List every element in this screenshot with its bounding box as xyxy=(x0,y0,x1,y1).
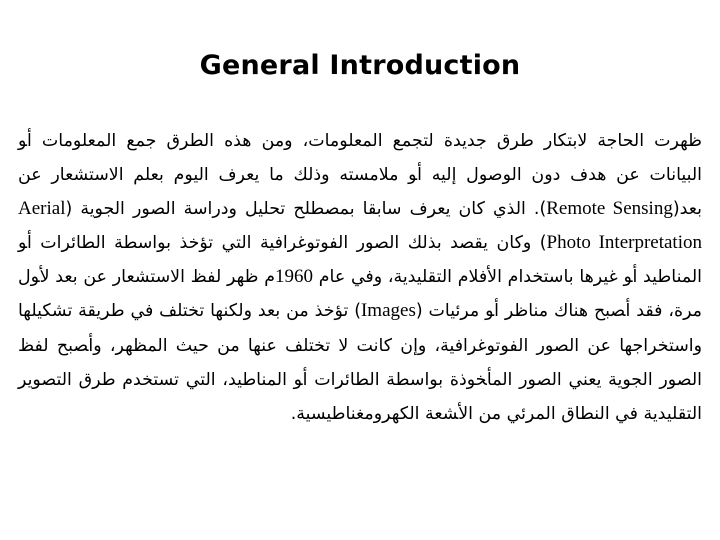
english-term-images: Images xyxy=(360,300,416,322)
english-term-aerial-photo-interpretation: Aerial Photo Interpretation xyxy=(18,198,702,254)
body-text-segment: ) ﻭﻛﺎﻥ ﻳﻘﺼﺪ ﺑﺬﻟﻚ ﺍﻟﺼﻮﺭ ﺍﻟﻔﻮﺗﻮﻏﺮﺍﻓﻴﺔ ﺍﻟﺘﻲ ﺗﺆﺧﺬ ﺑﻮﺍﺳﻄﺔ ﺍﻟﻄﺎﺋﺮﺍﺕ ﺃﻮ ﺍﻟﻤﻨﺎﻃﻴﺪ ﺃﻮ ﻏﻴﺮﻫﺎ ﺑﺎﺳﺘﺨﺪﺍﻡ ﺍﻷﻓﻼﻡ ﺍﻟﺘﻘﻠﻴﺪﻳﺔ، ﻭﻓﻲ ﻋﺎﻡ xyxy=(18,233,703,288)
slide-title: General Introduction xyxy=(199,50,521,81)
english-term-remote-sensing: Remote Sensing xyxy=(546,198,673,220)
year-number: 1960 xyxy=(275,266,313,288)
slide-body-paragraph xyxy=(18,124,702,431)
body-text-segment: ﻇﻬﺮﺕ ﺍﻟﺤﺎﺟﺔ ﻻﺑﺘﻜﺎﺭ ﻃﺮﻕ ﺟﺪﻳﺪﺓ ﻟﺘﺠﻤﻊ ﺍﻟﻤﻌﻠﻮﻣﺎﺕ، ﻭﻣﻦ ﻫﺬﻩ ﺍﻟﻄﺮﻕ ﺟﻤﻊ ﺍﻟﻤﻌﻠﻮﻣﺎﺕ ﺃﻮ ﺍﻟﺒﻴﺎﻧﺎﺕ ﻋﻦ ﻫﺪﻑ ﺩﻭﻥ ﺍﻟﻮﺻﻮﻝ ﺇﻟﻴﻪ ﺃﻮ ﻣﻼﻣﺴﺘﻪ ﻭﺫﻟﻚ ﻣﺎ ﻳﻌﺮﻑ ﺍﻟﻴﻮﻡ ﺑﻌﻠﻢ ﺍﻻﺳﺘﺸﻌﺎﺭ ﻋﻦ ﺑﻌﺪ( xyxy=(18,131,702,220)
body-text-segment: ). ﺍﻟﺬﻱ ﻛﺎﻥ ﻳﻌﺮﻑ ﺳﺎﺑﻘﺎ ﺑﻤﺼﻄﻠﺢ ﺗﺤﻠﻴﻞ ﻭﺩﺭﺍﺳﺔ ﺍﻟﺼﻮﺭ ﺍﻟﺠﻮﻳﺔ ( xyxy=(65,199,547,220)
body-text-segment: ﻡ ﻇﻬﺮ ﻟﻔﻆ ﺍﻻﺳﺘﺸﻌﺎﺭ ﻋﻦ ﺑﻌﺪ ﻷﻮﻝ ﻣﺮﺓ، ﻓﻘﺪ ﺃﺼﺒﺢ ﻫﻨﺎﻙ ﻣﻨﺎﻇﺮ ﺃﻮ ﻣﺮﺋﻴﺎﺕ ( xyxy=(18,267,703,322)
body-text-segment: ) ﺗﺆﺧﺬ ﻣﻦ ﺑﻌﺪ ﻭﻟﻜﻨﻬﺎ ﺗﺨﺘﻠﻒ ﻓﻲ ﻃﺮﻳﻘﺔ ﺗﺸﻜﻴﻠﻬﺎ ﻭﺍﺳﺘﺨﺮﺍﺟﻬﺎ ﻋﻦ ﺍﻟﺼﻮﺭ ﺍﻟﻔﻮﺗﻮﻏﺮﺍﻓﻴﺔ، ﻭﺇﻥ ﻛﺎﻧﺖ ﻻ ﺗﺨﺘﻠﻒ ﻋﻨﻬﺎ ﻣﻦ ﺣﻴﺚ ﺍﻟﻤﻈﻬﺮ، ﻭﺃﺼﺒﺢ ﻟﻔﻆ ﺍﻟﺼﻮﺭ ﺍﻟﺠﻮﻳﺔ ﻳﻌﻨﻲ ﺍﻟﺼﻮﺭ ﺍﻟﻤﺄﺨﻮﺫﺓ ﺑﻮﺍﺳﻄﺔ ﺍﻟﻄﺎﺋﺮﺍﺕ ﺃﻮ ﺍﻟﻤﻨﺎﻃﻴﺪ، ﺍﻟﺘﻲ ﺗﺴﺘﺨﺪﻡ ﻃﺮﻕ ﺍﻟﺘﺼﻮﻳﺮ ﺍﻟﺘﻘﻠﻴﺪﻳﺔ ﻓﻲ ﺍﻟﻨﻄﺎﻕ ﺍﻟﻤﺮﺋﻲ ﻣﻦ ﺍﻷﺸﻌﺔ ﺍﻟﻜﻬﺮﻭﻣﻐﻨﺎﻃﻴﺴﻴﺔ. xyxy=(18,301,702,424)
